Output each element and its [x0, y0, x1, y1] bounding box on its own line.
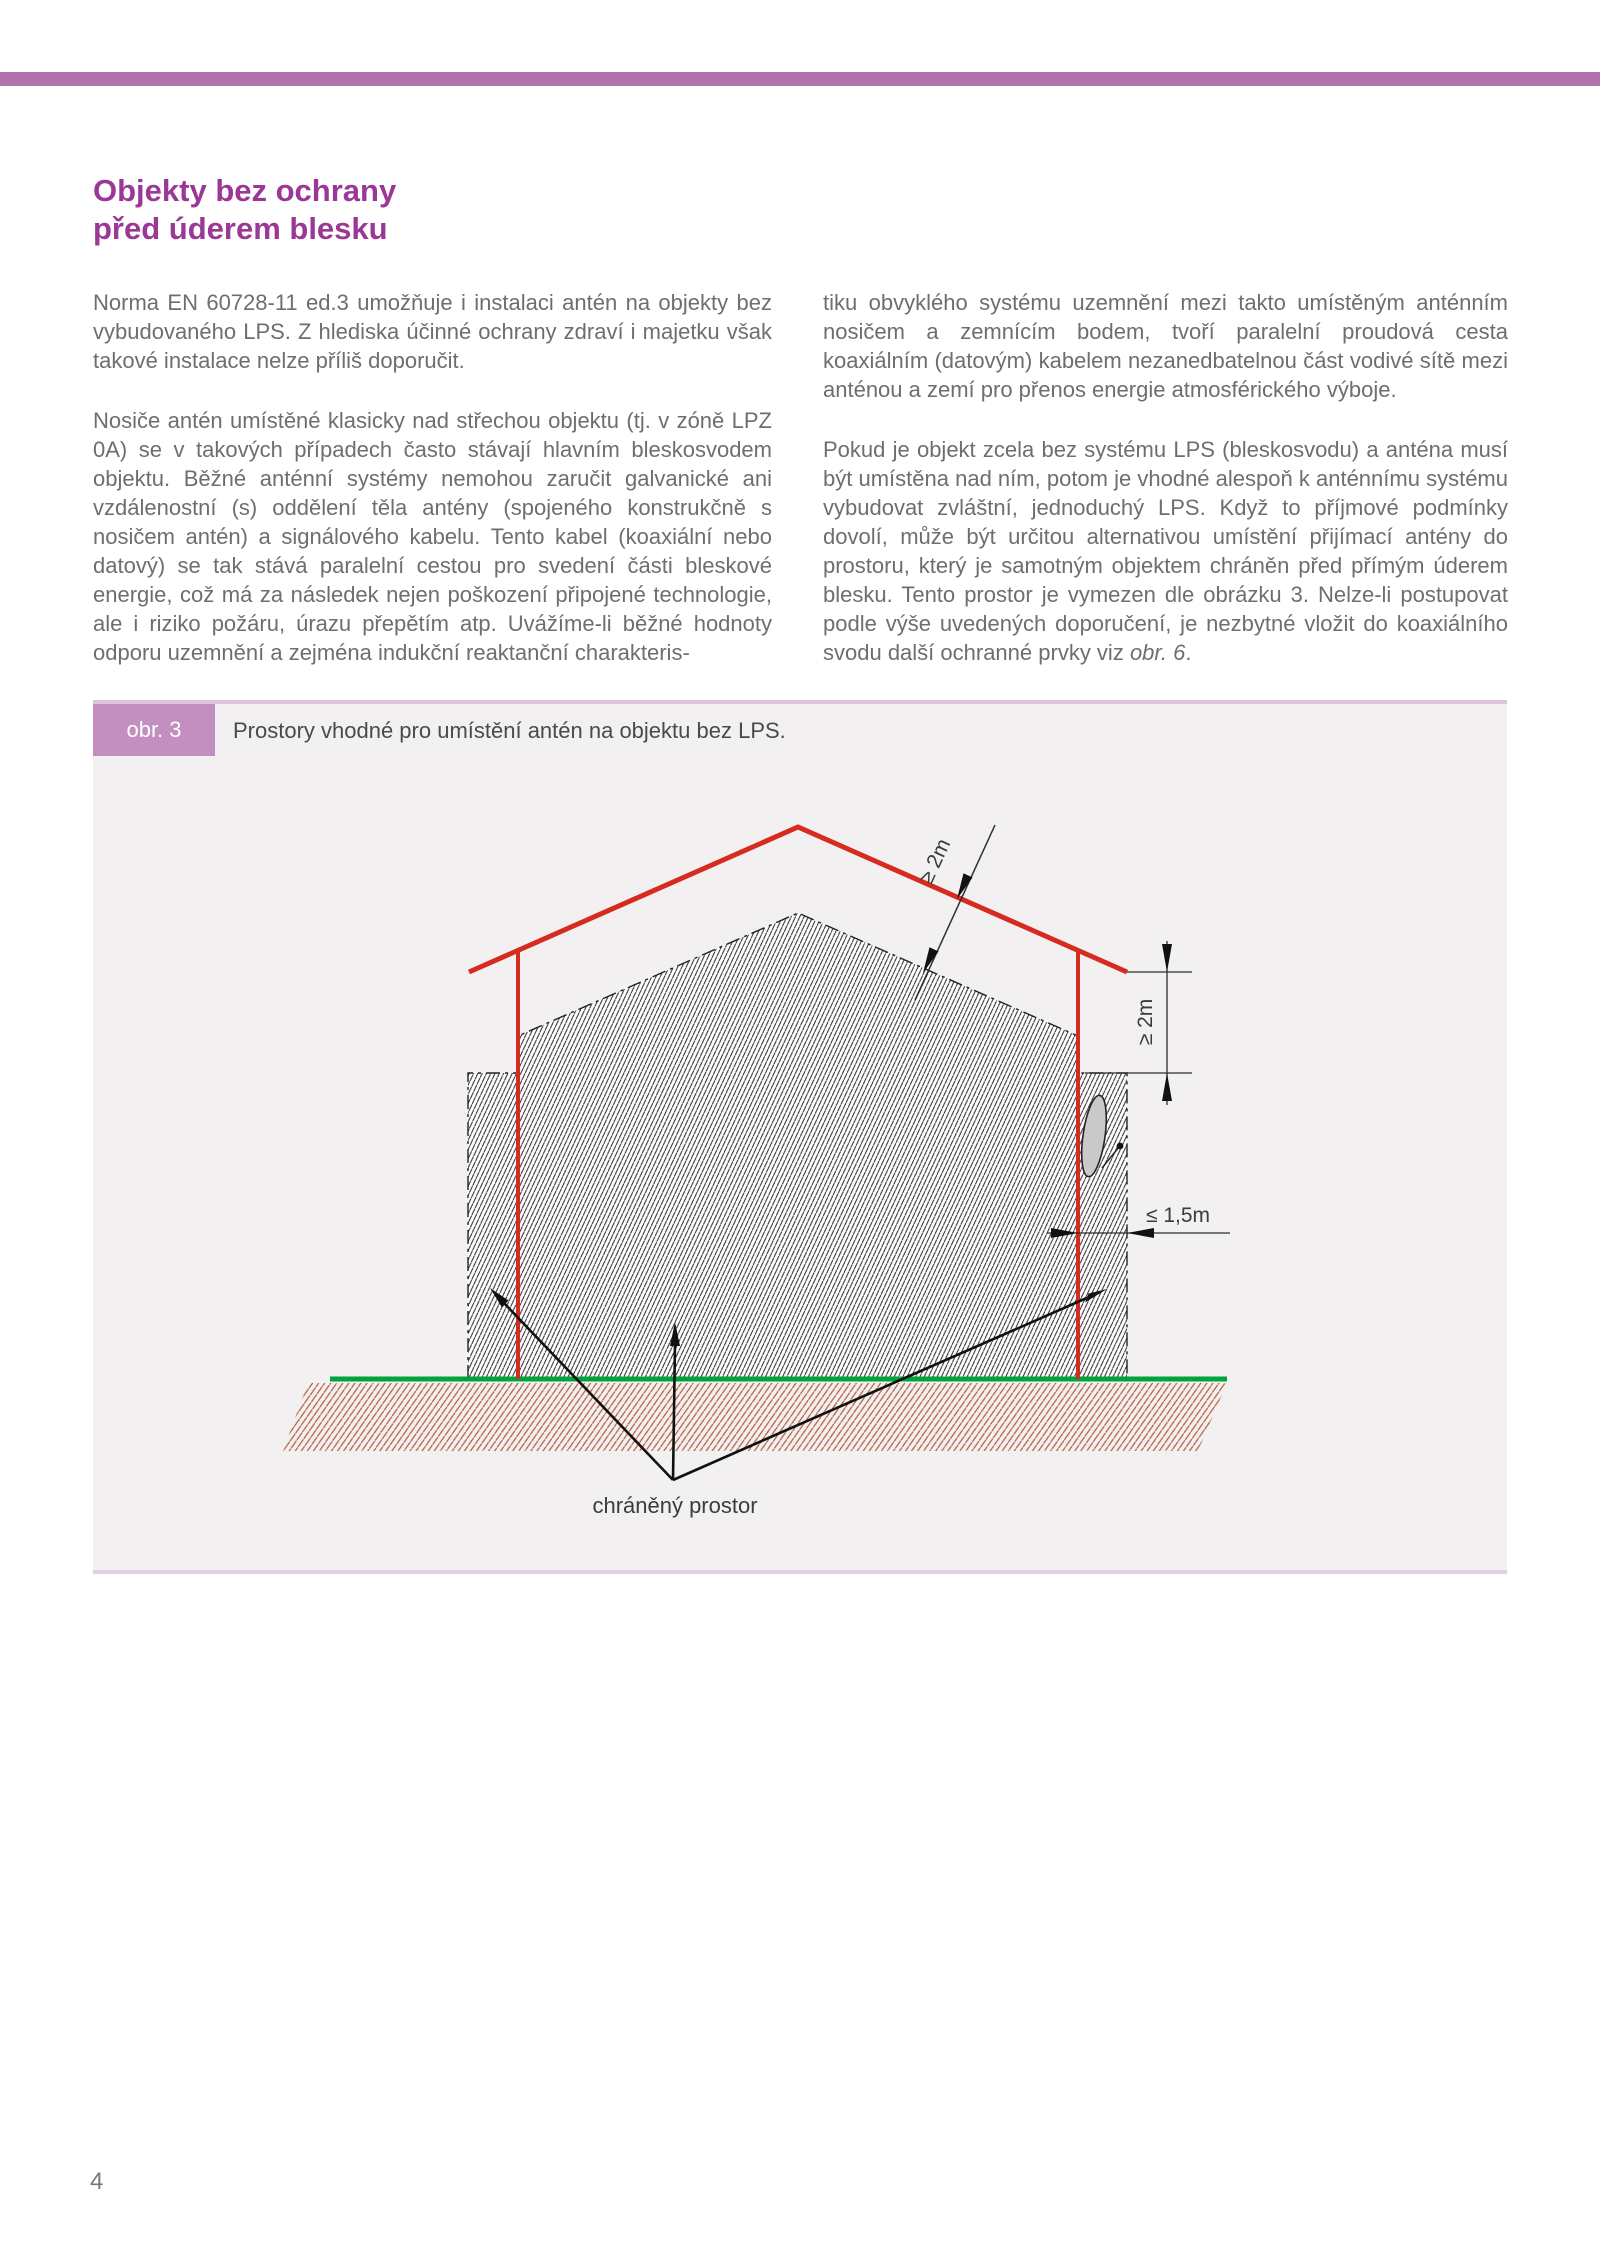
figure-caption: Prostory vhodné pro umístění antén na objektu bez LPS. — [233, 718, 786, 743]
top-accent-bar — [0, 72, 1600, 86]
body-column-right — [823, 288, 1508, 698]
paragraph-right-2-tail: . — [1185, 640, 1192, 665]
figure-reference-italic: obr. 6 — [1123, 640, 1186, 665]
ground-hatch — [283, 1383, 1227, 1451]
dim-roof-label: ≥ 2m — [914, 835, 956, 888]
dim-side-label: ≤ 1,5m — [1146, 1204, 1211, 1227]
paragraph-right-1: tiku obvyklého systému uzemnění mezi takto umístěným anténním nosičem a zemnícím bodem, tvoří paralelní proudová cesta koaxiálním (datovým) kabelem nezanedbatelnou část vodivé sítě mezi anténou a zemí pro přenos energie atmosférického výboje. — [823, 290, 1508, 402]
protected-zone-hatch — [468, 913, 1127, 1379]
figure-header — [93, 704, 1507, 756]
page-title-line1: Objekty bez ochrany — [93, 173, 397, 208]
figure-badge: obr. 3 — [93, 704, 215, 756]
figure-obr-3 — [93, 700, 1507, 1574]
paragraph-right-2-main: Pokud je objekt zcela bez systému LPS (bleskosvodu) a anténa musí být umístěna nad ním, potom je vhodné alespoň k anténnímu systému vybudovat zvláštní, jednoduchý LPS. Když to příjmové podmínky dovolí, může být určitou alternativou umístění přijímací antény do prostoru, který je samotným objektem chráněn před přímým úderem blesku. Tento prostor je vymezen dle obrázku 3. Nelze-li postupovat podle výše uvedených doporučení, je nezbytné vložit do koaxiálního svodu další ochranné prvky viz — [823, 437, 1508, 665]
paragraph-right-2 — [823, 435, 1508, 667]
paragraph-left-1: Norma EN 60728-11 ed.3 umožňuje i instalaci antén na objekty bez vybudovaného LPS. Z hlediska účinné ochrany zdraví i majetku však takové instalace nelze příliš doporučit. — [93, 290, 772, 373]
paragraph-left-2: Nosiče antén umístěné klasicky nad střechou objektu (tj. v zóně LPZ 0A) se v takových případech často stávají hlavním bleskosvodem objektu. Běžné anténní systémy nemohou zaručit galvanické ani vzdálenostní (s) oddělení těla antény (spojeného konstrukčně s nosičem antén) a signálového kabelu. Tento kabel (koaxiální nebo datový) se tak stává paralelní cestou pro svedení části bleskové energie, což má za následek nejen poškození připojené technologie, ale i riziko požáru, úrazu přepětím atp. Uvážíme-li běžné hodnoty odporu uzemnění a zejména indukční reaktanční charakteris- — [93, 408, 772, 665]
lightning-protection-diagram — [93, 754, 1507, 1574]
page-title-line2: před úderem blesku — [93, 211, 388, 246]
dim-wall-label: ≥ 2m — [1134, 998, 1157, 1046]
body-column-left — [93, 288, 772, 698]
page-number: 4 — [90, 2168, 104, 2195]
protected-space-label: chráněný prostor — [592, 1493, 758, 1518]
page-title — [93, 172, 793, 248]
